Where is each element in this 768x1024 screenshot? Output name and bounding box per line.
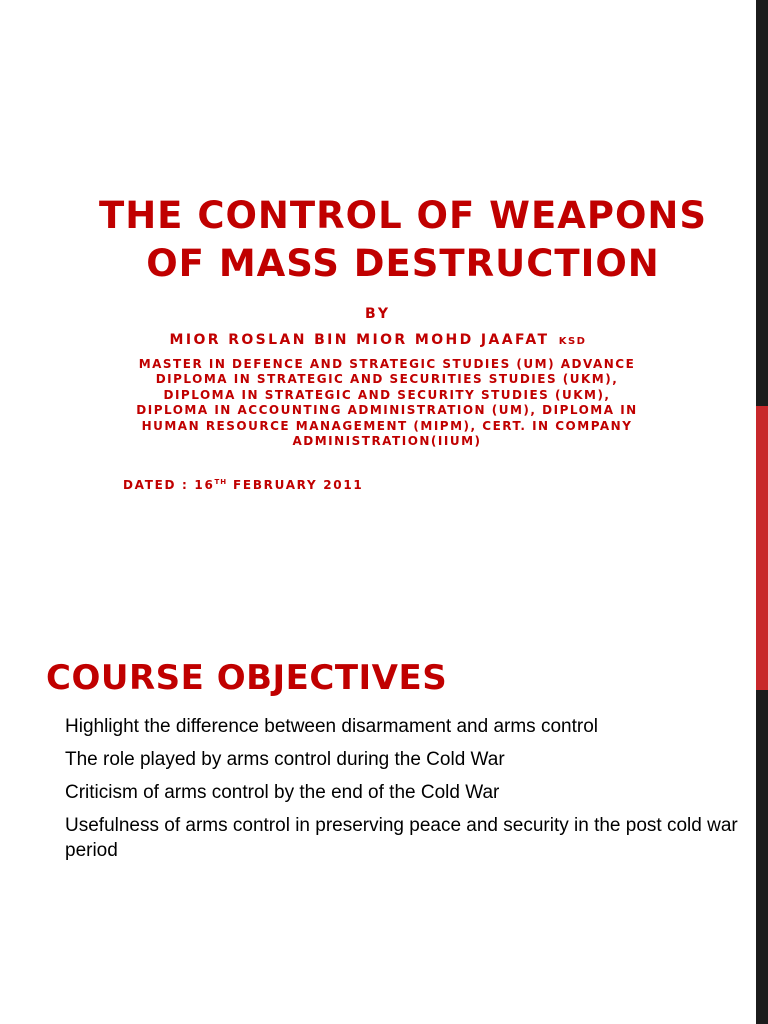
author-credentials bbox=[112, 357, 662, 449]
date-prefix: DATED : 16 bbox=[123, 478, 215, 492]
date-suffix: FEBRUARY 2011 bbox=[227, 478, 364, 492]
date-ordinal: TH bbox=[214, 478, 228, 486]
credentials-line: ADMINISTRATION(IIUM) bbox=[292, 434, 482, 449]
author-line bbox=[0, 332, 756, 348]
credentials-line: HUMAN RESOURCE MANAGEMENT (MIPM), CERT. IN COMPANY bbox=[141, 418, 633, 433]
right-edge-red-bar bbox=[756, 406, 768, 690]
date-line bbox=[123, 478, 363, 492]
title-line-2: OF MASS DESTRUCTION bbox=[146, 242, 660, 285]
title-line-1: THE CONTROL OF WEAPONS bbox=[98, 194, 708, 237]
objective-item: The role played by arms control during the Cold War bbox=[65, 749, 505, 770]
by-label: BY bbox=[364, 306, 392, 322]
credentials-line: DIPLOMA IN STRATEGIC AND SECURITY STUDIES (UKM), bbox=[163, 387, 611, 402]
credentials-line: DIPLOMA IN STRATEGIC AND SECURITIES STUDIES (UKM), bbox=[155, 372, 619, 387]
credentials-line: MASTER IN DEFENCE AND STRATEGIC STUDIES (UM) ADVANCE bbox=[138, 357, 636, 371]
objective-item: Usefulness of arms control in preserving peace and security in the post cold war period bbox=[65, 815, 738, 861]
objectives-heading: COURSE OBJECTIVES bbox=[46, 658, 448, 698]
objective-item: Highlight the difference between disarmament and arms control bbox=[65, 716, 598, 737]
objective-item: Criticism of arms control by the end of the Cold War bbox=[65, 782, 500, 803]
author-suffix: KSD bbox=[558, 336, 587, 347]
author-name: MIOR ROSLAN BIN MIOR MOHD JAAFAT bbox=[169, 332, 550, 348]
right-edge-dark-bar-lower bbox=[756, 690, 768, 1024]
slide-title bbox=[60, 192, 746, 288]
objectives-list bbox=[65, 714, 745, 871]
right-edge-dark-bar bbox=[756, 0, 768, 406]
credentials-line: DIPLOMA IN ACCOUNTING ADMINISTRATION (UM), DIPLOMA IN bbox=[136, 403, 638, 418]
